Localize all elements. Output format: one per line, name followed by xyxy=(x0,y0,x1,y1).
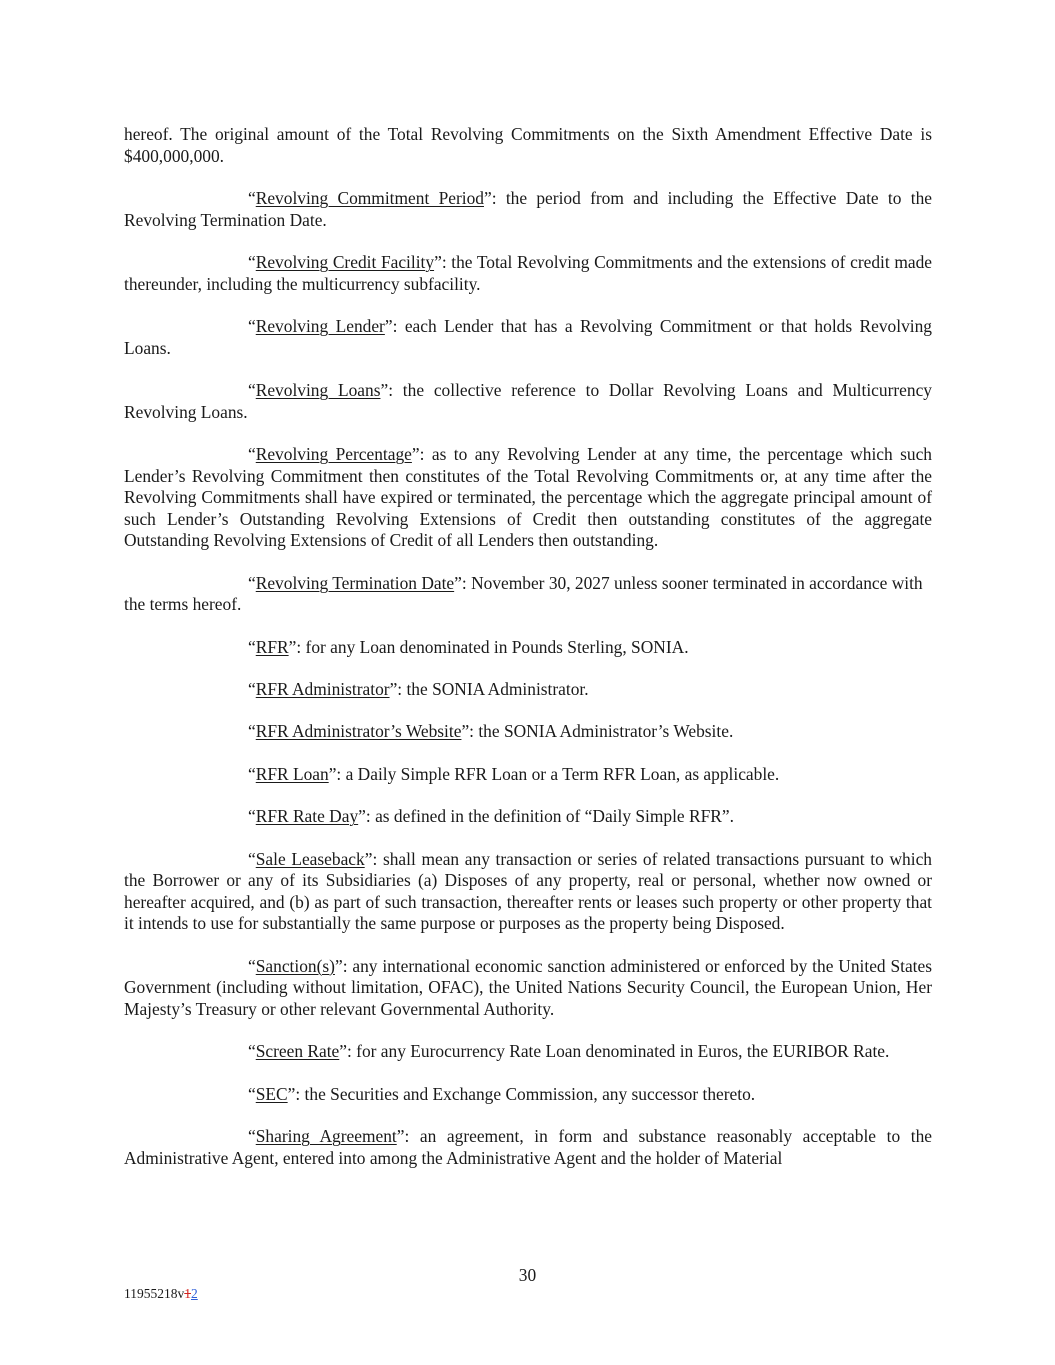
definition-paragraph: “Revolving Loans”: the collective reference to Dollar Revolving Loans and Multicurrency Revolving Loans. xyxy=(124,379,932,422)
defined-term: RFR Administrator’s Website xyxy=(255,721,462,742)
definition-text: : for any Eurocurrency Rate Loan denominated in Euros, the EURIBOR Rate. xyxy=(347,1041,890,1062)
doc-id-deleted-version: 1 xyxy=(184,1286,191,1301)
definition-text: : an agreement, in form and substance reasonably acceptable to the Administrative Agent, entered into among the Administrative Agent and the holder of Material xyxy=(124,1126,932,1168)
definition-paragraph: “Revolving Credit Facility”: the Total Revolving Commitments and the extensions of credit made thereunder, including the multicurrency subfacility. xyxy=(124,251,932,294)
definition-text: : the SONIA Administrator. xyxy=(397,679,589,700)
defined-term: Revolving Percentage xyxy=(255,443,412,464)
definition-paragraph: “Revolving Commitment Period”: the period from and including the Effective Date to the Revolving Termination Date. xyxy=(124,187,932,230)
defined-term: Revolving Lender xyxy=(255,315,385,336)
definition-text: : as to any Revolving Lender at any time, the percentage which such Lender’s Revolving Commitment then constitutes of the Total Revolving Commitments or, at any time after the Revolving Commitments shall have expired or terminated, the percentage which the aggregate principal amount of such Lender’s Outstanding Revolving Extensions of Credit then outstanding constitutes of the aggregate Outstanding Revolving Extensions of Credit of all Lenders then outstanding. xyxy=(124,443,933,551)
definition-paragraph: “Sale Leaseback”: shall mean any transaction or series of related transactions pursuant to which the Borrower or any of its Subsidiaries (a) Disposes of any property, real or personal, whether now owned or hereafter acquired, and (b) as part of such transaction, thereafter rents or leases such property or other property that it intends to use for substantially the same purpose or purposes as the property being Disposed. xyxy=(124,848,932,934)
definition-paragraph: “RFR”: for any Loan denominated in Pounds Sterling, SONIA. xyxy=(248,636,689,657)
defined-term: Revolving Termination Date xyxy=(255,572,455,593)
definition-paragraph: “RFR Administrator”: the SONIA Administrator. xyxy=(248,679,589,700)
defined-term: Screen Rate xyxy=(255,1041,340,1062)
definition-text: : for any Loan denominated in Pounds Sterling, SONIA. xyxy=(296,636,689,657)
definition-text: : the SONIA Administrator’s Website. xyxy=(469,721,734,742)
definition-paragraph: “SEC”: the Securities and Exchange Commission, any successor thereto. xyxy=(248,1083,756,1104)
defined-term: Sharing Agreement xyxy=(255,1126,397,1147)
definition-text: : the period from and including the Effective Date to the Revolving Termination Date. xyxy=(124,187,932,230)
defined-term: Revolving Credit Facility xyxy=(255,251,435,272)
defined-term: Sale Leaseback xyxy=(255,848,365,869)
defined-term: RFR Loan xyxy=(255,763,329,784)
defined-term: RFR Administrator xyxy=(255,679,390,700)
definitions-list xyxy=(124,188,932,1169)
page-number: 30 xyxy=(518,1265,537,1285)
definition-paragraph: “Revolving Termination Date”: November 30, 2027 unless sooner terminated in accordance with the terms hereof. xyxy=(124,572,923,615)
doc-id-inserted-version: 2 xyxy=(191,1286,198,1301)
definition-text: : a Daily Simple RFR Loan or a Term RFR Loan, as applicable. xyxy=(336,763,780,784)
definition-text: : the collective reference to Dollar Revolving Loans and Multicurrency Revolving Loans. xyxy=(124,379,932,422)
intro-paragraph: hereof. The original amount of the Total Revolving Commitments on the Sixth Amendment Effective Date is $400,000,000. xyxy=(124,124,932,166)
definition-paragraph: “Revolving Percentage”: as to any Revolving Lender at any time, the percentage which such Lender’s Revolving Commitment then constitutes of the Total Revolving Commitments or, at any time after the Revolving Commitments shall have expired or terminated, the percentage which the aggregate principal amount of such Lender’s Outstanding Revolving Extensions of Credit then outstanding constitutes of the aggregate Outstanding Revolving Extensions of Credit of all Lenders then outstanding. xyxy=(124,443,933,551)
defined-term: Revolving Loans xyxy=(255,379,381,400)
defined-term: RFR Rate Day xyxy=(255,806,359,827)
definition-text: : as defined in the definition of “Daily Simple RFR”. xyxy=(365,806,734,827)
definition-paragraph: “Sanction(s)”: any international economic sanction administered or enforced by the United States Government (including without limitation, OFAC), the United Nations Security Council, the European Union, Her Majesty’s Treasury or other relevant Governmental Authority. xyxy=(124,955,932,1019)
defined-term: Revolving Commitment Period xyxy=(255,187,484,208)
definition-text: : shall mean any transaction or series of related transactions pursuant to which the Borrower or any of its Subsidiaries (a) Disposes of any property, real or personal, whether now owned or hereafter acquired, and (b) as part of such transaction, thereafter rents or leases such property or other property that it intends to use for substantially the same purpose or purposes as the property being Disposed. xyxy=(124,848,932,934)
definition-text: : each Lender that has a Revolving Commitment or that holds Revolving Loans. xyxy=(124,315,932,358)
doc-id-base: 11955218v xyxy=(124,1286,185,1301)
definition-paragraph: “RFR Loan”: a Daily Simple RFR Loan or a Term RFR Loan, as applicable. xyxy=(248,763,780,784)
definition-paragraph: “Sharing Agreement”: an agreement, in form and substance reasonably acceptable to the Administrative Agent, entered into among the Administrative Agent and the holder of Material xyxy=(124,1126,932,1168)
definition-text: : the Securities and Exchange Commission, any successor thereto. xyxy=(295,1083,756,1104)
defined-term: Sanction(s) xyxy=(255,955,335,976)
definition-text: : November 30, 2027 unless sooner terminated in accordance with the terms hereof. xyxy=(124,572,923,615)
definition-paragraph: “RFR Administrator’s Website”: the SONIA Administrator’s Website. xyxy=(248,721,734,742)
document-id xyxy=(124,1286,198,1302)
defined-term: SEC xyxy=(255,1083,288,1104)
definition-text: : the Total Revolving Commitments and the extensions of credit made thereunder, including the multicurrency subfacility. xyxy=(124,251,932,294)
defined-term: RFR xyxy=(255,636,289,657)
definition-paragraph: “Screen Rate”: for any Eurocurrency Rate Loan denominated in Euros, the EURIBOR Rate. xyxy=(248,1041,890,1062)
document-body xyxy=(124,124,932,1190)
definition-paragraph: “Revolving Lender”: each Lender that has a Revolving Commitment or that holds Revolving Loans. xyxy=(124,315,932,358)
definition-paragraph: “RFR Rate Day”: as defined in the definition of “Daily Simple RFR”. xyxy=(248,806,734,827)
definition-text: : any international economic sanction administered or enforced by the United States Government (including without limitation, OFAC), the United Nations Security Council, the European Union, Her Majesty’s Treasury or other relevant Governmental Authority. xyxy=(124,955,932,1019)
